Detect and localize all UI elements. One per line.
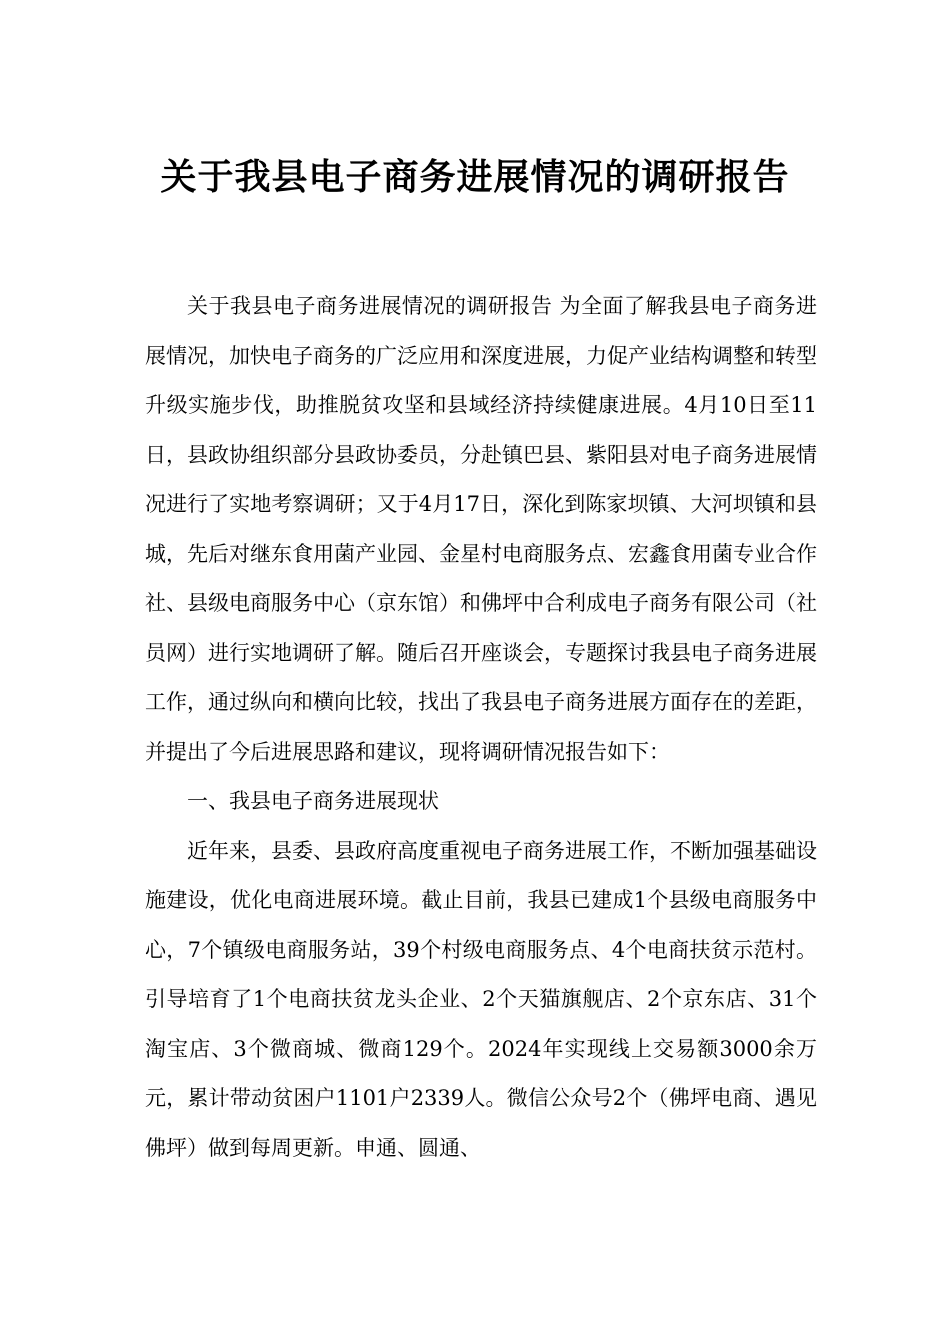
paragraph-status: 近年来，县委、县政府高度重视电子商务进展工作，不断加强基础设施建设，优化电商进展环境。截止目前，我县已建成1个县级电商服务中心，7个镇级电商服务站，39个村级电商服务点、4个电商扶贫示范村。引导培育了1个电商扶贫龙头企业、2个天猫旗舰店、2个京东店、31个淘宝店、3个微商城、微商129个。2024年实现线上交易额3000余万元，累计带动贫困户1101户2339人。微信公众号2个（佛坪电商、遇见佛坪）做到每周更新。申通、圆通、 bbox=[145, 838, 817, 1160]
section-heading-1: 一、我县电子商务进展现状 bbox=[187, 789, 439, 813]
document-title: 关于我县电子商务进展情况的调研报告 bbox=[160, 157, 790, 199]
document-body bbox=[145, 282, 817, 1173]
paragraph-intro: 关于我县电子商务进展情况的调研报告 为全面了解我县电子商务进展情况，加快电子商务的广泛应用和深度进展，力促产业结构调整和转型升级实施步伐，助推脱贫攻坚和县域经济持续健康进展。4月10日至11日，县政协组织部分县政协委员，分赴镇巴县、紫阳县对电子商务进展情况进行了实地考察调研；又于4月17日，深化到陈家坝镇、大河坝镇和县城，先后对继东食用菌产业园、金星村电商服务点、宏鑫食用菌专业合作社、县级电商服务中心（京东馆）和佛坪中合利成电子商务有限公司（社员网）进行实地调研了解。随后召开座谈会，专题探讨我县电子商务进展工作，通过纵向和横向比较，找出了我县电子商务进展方面存在的差距，并提出了今后进展思路和建议，现将调研情况报告如下： bbox=[145, 294, 817, 764]
